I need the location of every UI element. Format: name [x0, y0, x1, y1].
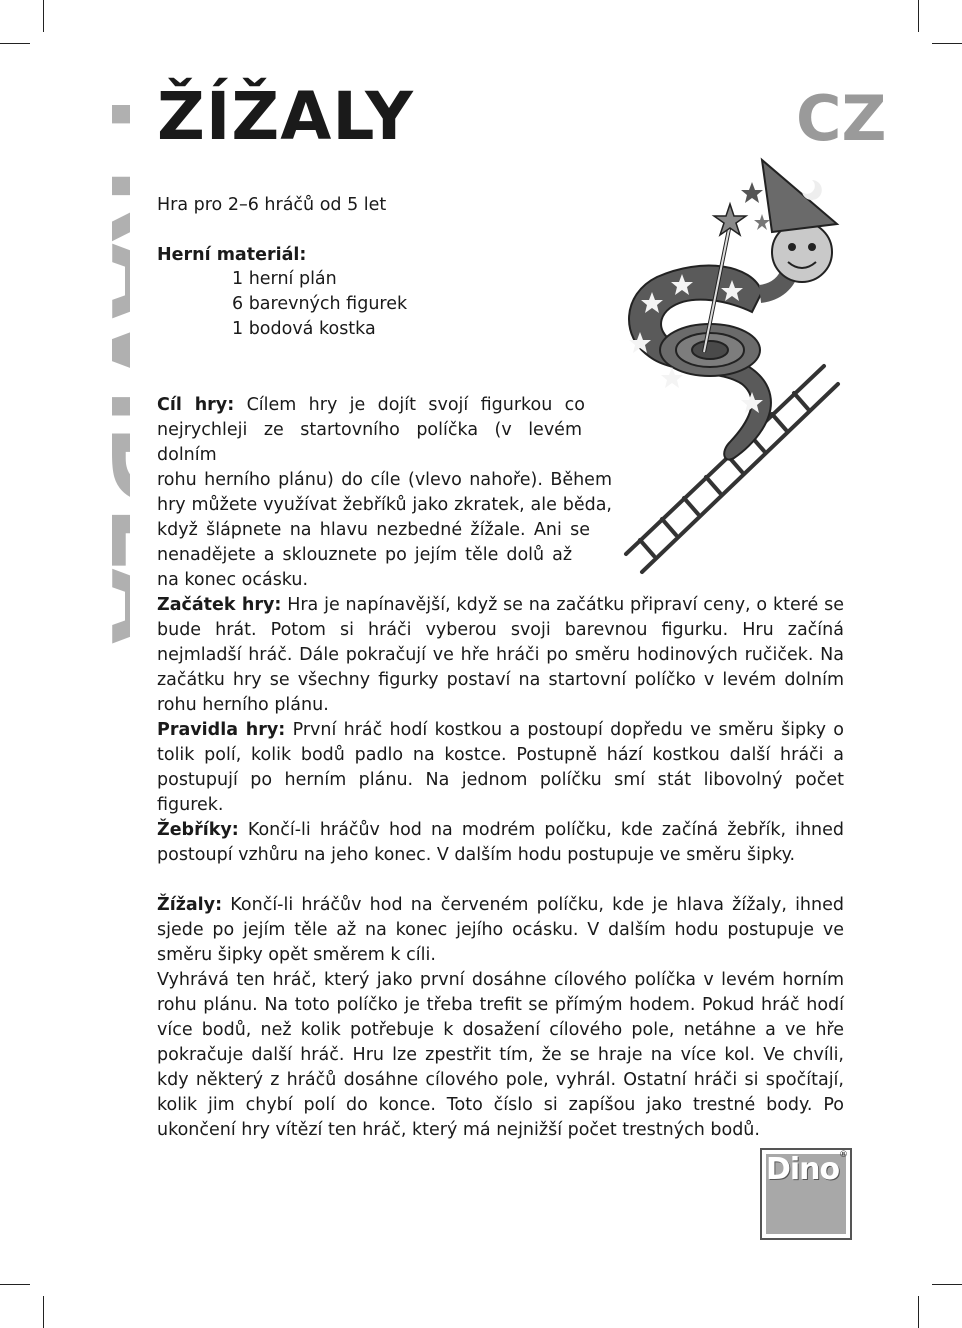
dino-logo: [760, 1148, 852, 1240]
crop-mark: [43, 0, 44, 32]
ladders-text: Končí-li hráčův hod na modrém políčku, kde začíná žebřík, ihned postoupí vzhůru na jeho konec. V dalším hodu postupuje ve směru šipky.: [157, 820, 844, 865]
start-text: Hra je napínavější, když se na začátku připraví ceny, o které se bude hrát. Potom si hráči vyberou svoji barevnou figurku. Hru začíná nejmladší hráč. Dále pokračují ve hře hráči po směru hodinových ručiček. Na začátku hry se všechny figurky postaví na startovní políčko v levém dolním rohu herního plánu.: [157, 595, 844, 715]
crop-mark: [932, 1284, 962, 1285]
wizard-head: [762, 160, 837, 282]
crop-mark: [918, 0, 919, 32]
side-heading-text: PRAVIDLA: [89, 96, 130, 634]
material-list: [232, 267, 407, 342]
goal-line: Cílem hry je dojít svojí figurkou co: [246, 395, 585, 415]
crop-mark: [0, 1284, 30, 1285]
rules-section: [157, 718, 844, 818]
goal-section: [157, 393, 612, 593]
language-code: CZ: [796, 82, 887, 155]
goal-line: na konec ocásku.: [157, 570, 309, 590]
goal-line: rohu herního plánu) do cíle (vlevo nahoře). Během: [157, 470, 612, 490]
crop-mark: [932, 43, 962, 44]
goal-line: když šlápnete na hlavu nezbedné žížale. Ani se: [157, 520, 590, 540]
start-label: Začátek hry:: [157, 595, 282, 615]
winning-text: Vyhrává ten hráč, který jako první dosáhne cílového políčka v levém horním rohu plánu. Na toto políčko je třeba trefit se přímým hodem. Pokud hráč hodí více bodů, než kolik potřebuje k dosažení cílového pole, netáhne a ve hře pokračuje další hráč. Hru lze zpestřit tím, že se hraje na více kol. Ve chvíli, kdy některý z hráčů dosáhne cílového pole, vyhrál. Ostatní hráči si spočítají, kolik jim chybí polí do konce. Toto číslo si zapíšou jako trestné body. Po ukončení hry vítězí ten hráč, který má nejnižší počet trestných bodů.: [157, 970, 844, 1140]
ladder-graphic: [626, 366, 838, 572]
page-title: ŽÍŽALY: [157, 78, 414, 155]
crop-mark: [918, 1296, 919, 1328]
material-item: 1 bodová kostka: [232, 319, 376, 339]
start-section: [157, 593, 844, 718]
goal-line: nenadějete a sklouznete po jejím těle dolů až: [157, 545, 572, 565]
worms-text: Končí-li hráčův hod na červeném políčku, kde je hlava žížaly, ihned sjede po jejím těle až na konec jejího ocásku. V dalším hodu postupuje ve směru šipky opět směrem k cíli.: [157, 895, 844, 965]
crop-mark: [0, 43, 30, 44]
worms-section: [157, 893, 844, 1143]
ladders-section: [157, 818, 844, 868]
logo-text: Dino: [766, 1152, 840, 1187]
rules-label: Pravidla hry:: [157, 720, 286, 740]
registered-mark: ®: [839, 1150, 848, 1160]
worm-body: [629, 266, 790, 460]
worm-ladder-illustration: [612, 152, 862, 584]
ladders-label: Žebříky:: [157, 820, 239, 840]
players-info: Hra pro 2–6 hráčů od 5 let: [157, 195, 387, 215]
worms-label: Žížaly:: [157, 895, 223, 915]
material-item: 1 herní plán: [232, 269, 337, 289]
material-heading: Herní materiál:: [157, 245, 307, 265]
rules-text: První hráč hodí kostkou a postoupí dopředu ve směru šipky o tolik polí, kolik bodů padlo na kostce. Postupně hází kostkou další hráči a postupují po herním plánu. Na jednom políčku smí stát libovolný počet figurek.: [157, 720, 844, 815]
goal-label: Cíl hry:: [157, 395, 235, 415]
goal-line: hry můžete využívat žebříků jako zkratek, ale běda,: [157, 495, 612, 515]
goal-line: nejrychleji ze startovního políčka (v levém dolním: [157, 420, 582, 465]
material-item: 6 barevných figurek: [232, 294, 408, 314]
crop-mark: [43, 1296, 44, 1328]
side-heading: [30, 92, 130, 652]
